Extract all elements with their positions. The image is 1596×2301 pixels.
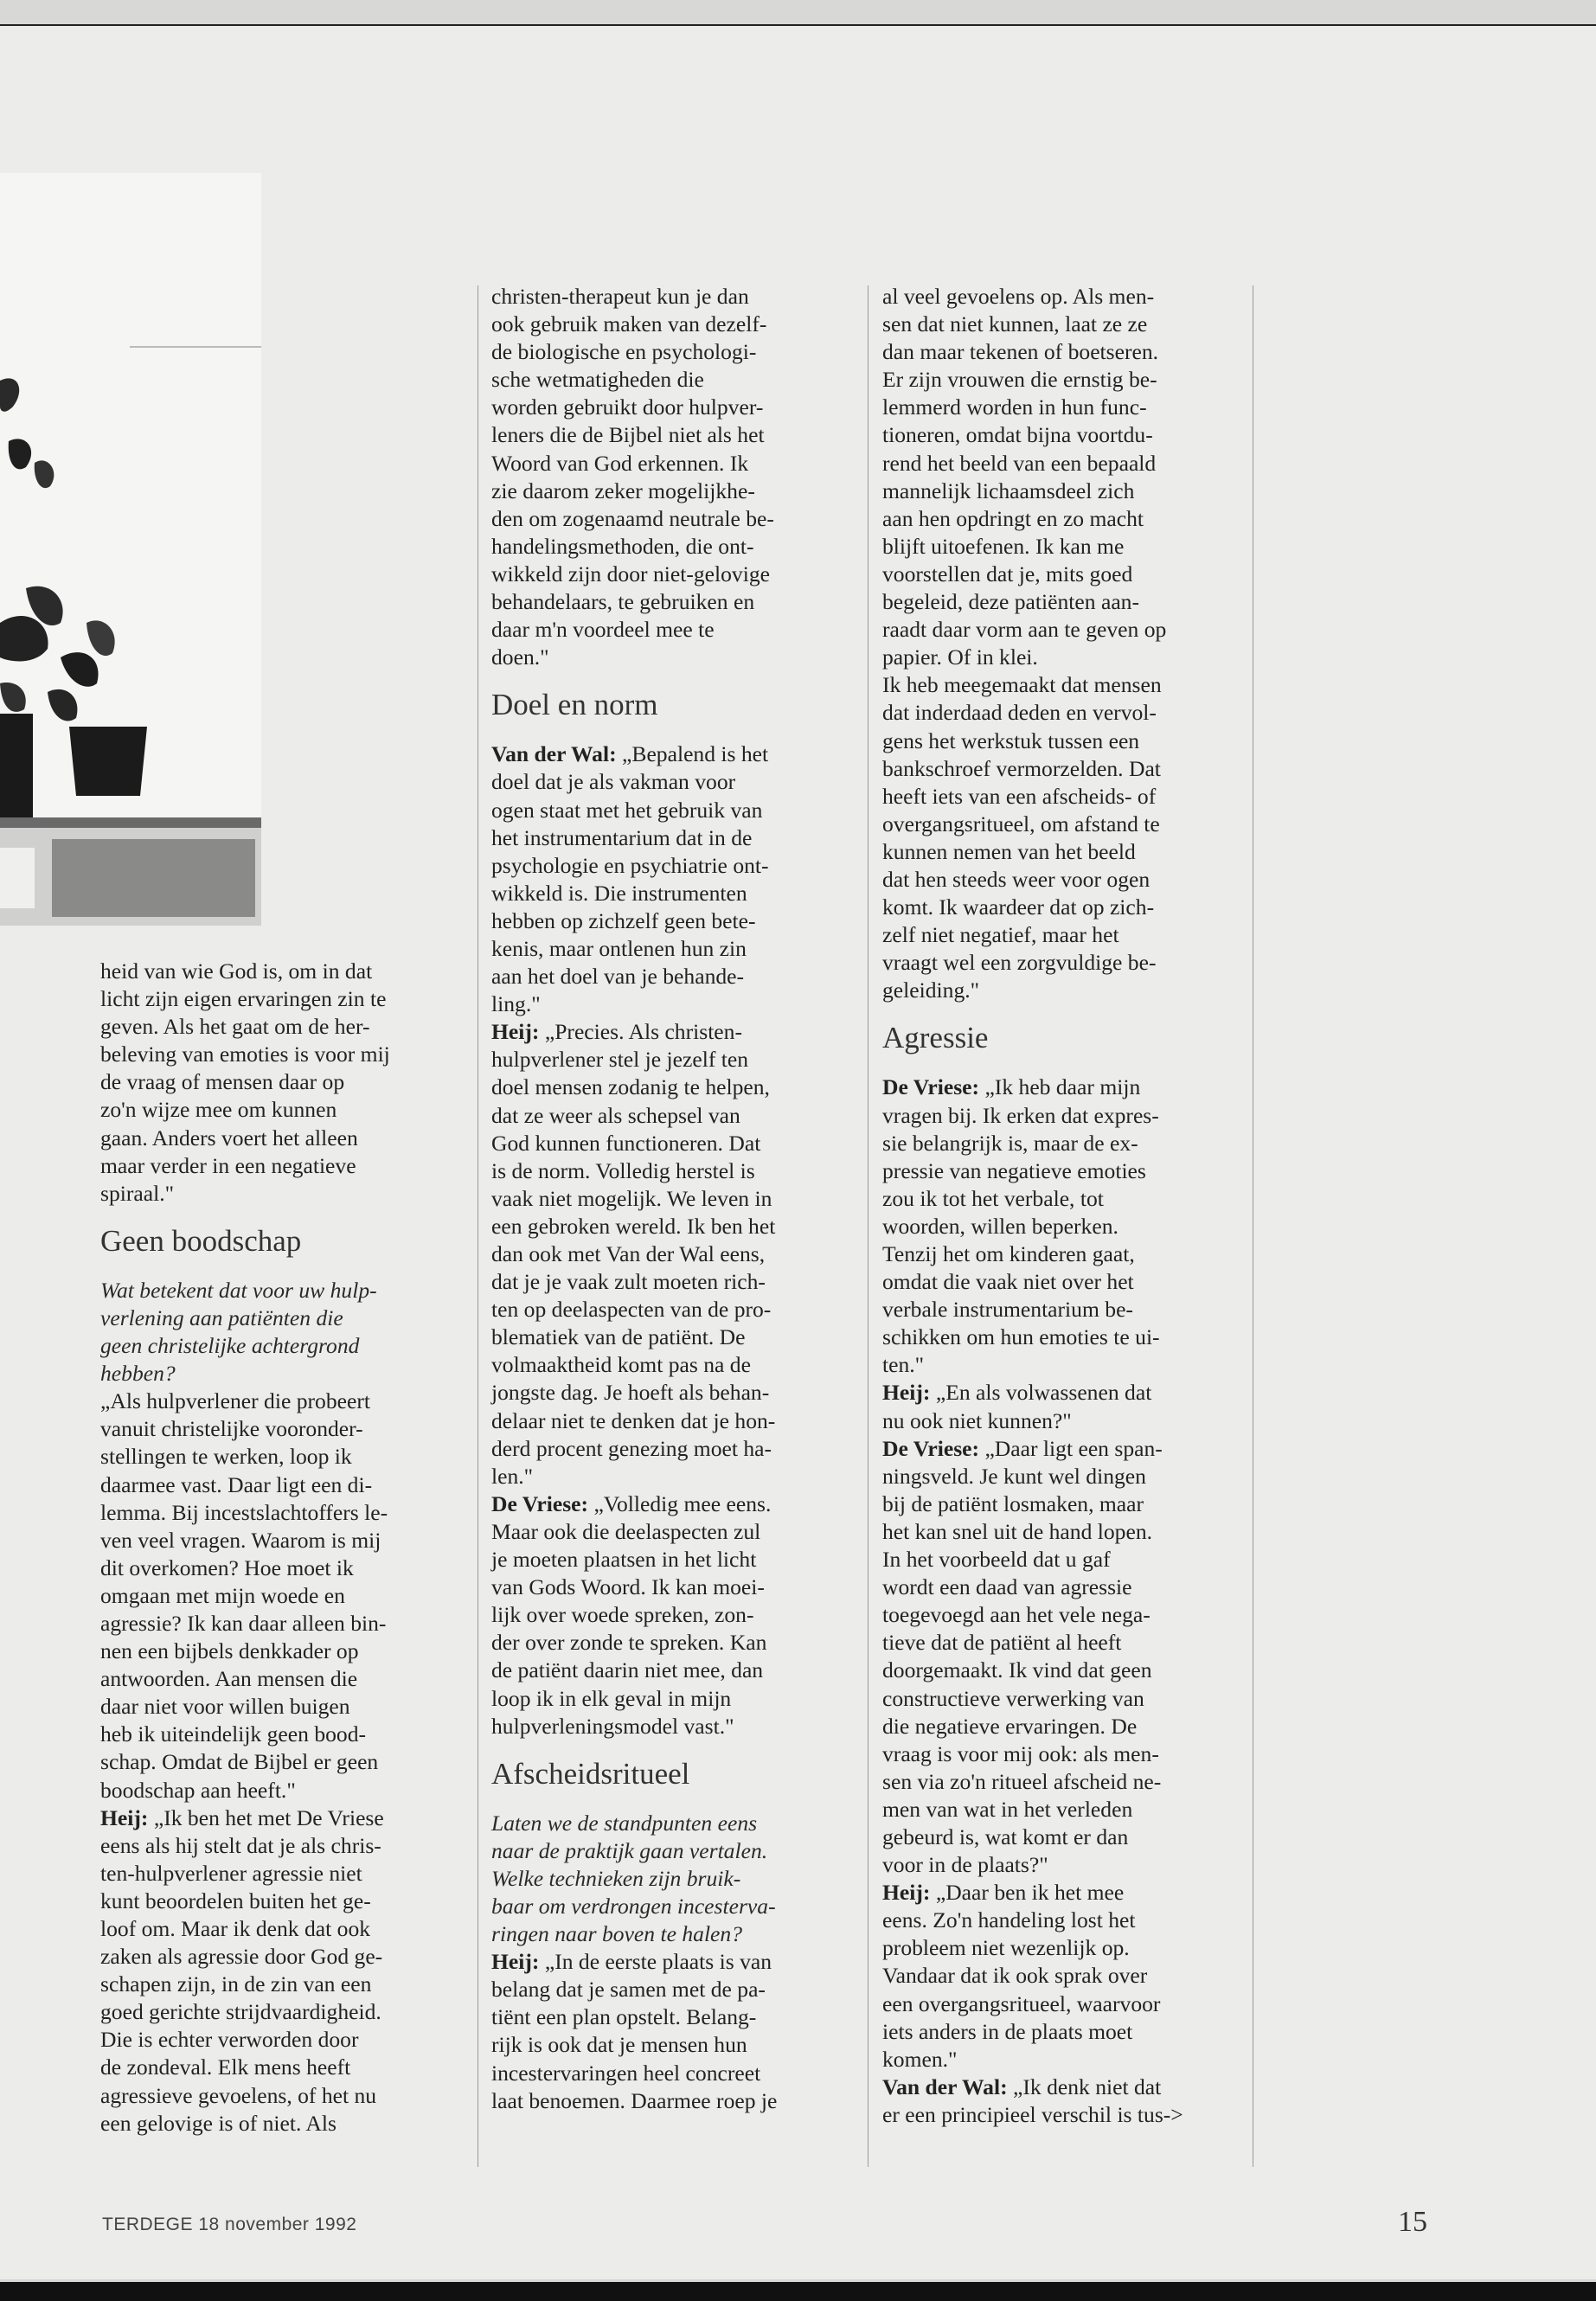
paragraph: „Ik heb daar mijn vragen bij. Ik erken dat expres- sie belangrijk is, maar de ex- pressie van negatieve emoties zou ik tot het verbale, tot woorden, willen beperken. Tenzij het om kinderen gaat, omdat die vaak niet over het verbale instrumentarium be- schikken om hun emoties te ui- ten." [882,1074,1160,1378]
section-heading-geen-boodschap: Geen boodschap [100,1223,302,1258]
interview-question: Wat betekent dat voor uw hulp- verlening aan patiënten die geen christelijke achtergrond hebben? [100,1277,377,1387]
speaker-label: De Vriese: [882,1435,980,1461]
magazine-page [0,24,1596,2279]
section-heading-agressie: Agressie [882,1021,989,1055]
paragraph: heid van wie God is, om in dat licht zijn eigen ervaringen zin te geven. Als het gaat om de her- beleving van emoties is voor mij de vraag of mensen daar op zo'n wijze mee om kunnen gaan. Anders voert het alleen maar verder in een negatieve spiraal." [100,958,390,1206]
paragraph: „In de eerste plaats is van belang dat je samen met de pa- tiënt een plan opstelt. Belang- rijk is ook dat je mensen hun incestervaringen heel concreet laat benoemen. Daarmee roep je [491,1949,778,2113]
section-heading-doel-en-norm: Doel en norm [491,688,658,722]
paragraph: „Ik ben het met De Vriese eens als hij stelt dat je als chris- ten-hulpverlener agressie niet kunt beoordelen buiten het ge- loof om. Maar ik denk dat ook zaken als agressie door God ge- schapen zijn, in de zin van een goed gerichte strijdvaardigheid. Die is echter verworden door de zondeval. Elk mens heeft agressieve gevoelens, of het nu een gelovige is of niet. Als [100,1804,384,2136]
text-column-1 [100,958,464,2138]
paragraph: „Volledig mee eens. Maar ook die deelaspecten zul je moeten plaatsen in het licht van Gods Woord. Ik kan moei- lijk over woede spreken, zon- der over zonde te spreken. Kan de patiënt daarin niet mee, dan loop ik in elk geval in mijn hulpverleningsmodel vast." [491,1490,772,1739]
paragraph: al veel gevoelens op. Als men- sen dat niet kunnen, laat ze ze dan maar tekenen of boetseren. Er zijn vrouwen die ernstig be- lemmerd worden in hun func- tioneren, omdat bijna voortdu- rend het beeld van een bepaald mannelijk lichaamsdeel zich aan hen opdringt en zo macht blijft uitoefenen. Ik kan me voorstellen dat je, mits goed begeleid, deze patiënten aan- raadt daar vorm aan te geven op papier. Of in klei. Ik heb meegemaakt dat mensen dat inderdaad deden en vervol- gens het werkstuk tussen een bankschroef vermorzelden. Dat heeft iets van een afscheids- of overgangsritueel, om afstand te kunnen nemen van het beeld dat hen steeds weer voor ogen komt. Ik waardeer dat op zich- zelf niet negatief, maar het vraagt wel een zorgvuldige be- geleiding." [882,284,1167,1003]
text-column-3 [882,283,1263,2129]
paragraph: „Precies. Als christen- hulpverlener stel je jezelf ten doel mensen zodanig te helpen, dat ze weer als schepsel van God kunnen functioneren. Dat is de norm. Volledig herstel is vaak niet mogelijk. We leven in een gebroken wereld. Ik ben het dan ook met Van der Wal eens, dat je je vaak zult moeten rich- ten op deelaspecten van de pro- blematiek van de patiënt. De volmaaktheid komt pas na de jongste dag. Je hoeft als behan- delaar niet te denken dat je hon- derd procent genezing moet ha- len." [491,1019,776,1489]
column-rule [868,285,869,2167]
speaker-label: Heij: [882,1880,931,1906]
speaker-label: Van der Wal: [491,741,617,767]
speaker-label: Van der Wal: [882,2073,1008,2099]
speaker-label: De Vriese: [491,1490,589,1516]
paragraph: christen-therapeut kun je dan ook gebruik maken van dezelf- de biologische en psychologi- sche wetmatigheden die worden gebruikt door hulpver- leners die de Bijbel niet als het Woord van God erkennen. Ik zie daarom zeker mogelijkhe- den om zogenaamd neutrale be- handelingsmethoden, die ont- wikkeld zijn door niet-gelovige behandelaars, te gebruiken en daar m'n voordeel mee te doen." [491,284,774,670]
paragraph: „Daar ligt een span- ningsveld. Je kunt wel dingen bij de patiënt losmaken, maar het kan snel uit de hand lopen. In het voorbeeld dat u gaf wordt een daad van agressie toegevoegd aan het vele nega- tieve dat de patiënt al heeft doorgemaakt. Ik vind dat geen constructieve verwerking van die negatieve ervaringen. De vraag is voor mij ook: als men- sen via zo'n ritueel afscheid ne- men van wat in het verleden gebeurd is, wat komt er dan voor in de plaats?" [882,1435,1163,1878]
speaker-label: Heij: [491,1949,540,1975]
bottom-border [0,2282,1596,2301]
paragraph: „En als volwassenen dat nu ook niet kunnen?" [882,1380,1152,1433]
page-number: 15 [1398,2206,1427,2238]
interview-question: Laten we de standpunten eens naar de praktijk gaan vertalen. Welke technieken zijn bruik- baar om verdrongen incesterva- ringen naar boven te halen? [491,1810,776,1947]
text-column-2 [491,283,863,2115]
speaker-label: Heij: [491,1019,540,1045]
paragraph: „Als hulpverlener die probeert vanuit christelijke vooronder- stellingen te werken, loop ik daarmee vast. Daar ligt een di- lemma. Bij incestslachtoffers le- ven veel vragen. Waarom is mij dit overkomen? Hoe moet ik omgaan met mijn woede en agressie? Ik kan daar alleen bin- nen een bijbels denkkader op antwoorden. Aan mensen die daar niet voor willen buigen heb ik uiteindelijk geen bood- schap. Omdat de Bijbel er geen boodschap aan heeft." [100,1388,388,1803]
speaker-label: Heij: [882,1380,931,1406]
paragraph: „Ik denk niet dat er een principieel verschil is tus-> [882,2073,1183,2127]
speaker-label: De Vriese: [882,1074,980,1100]
paragraph: „Daar ben ik het mee eens. Zo'n handeling lost het probleem niet wezenlijk op. Vandaar dat ik ook sprak over een overgangsritueel, waarvoor iets anders in de plaats moet komen." [882,1880,1161,2072]
publication-footer: TERDEGE 18 november 1992 [102,2214,357,2234]
section-heading-afscheidsritueel: Afscheidsritueel [491,1756,690,1791]
plant-photo [0,173,261,926]
speaker-label: Heij: [100,1804,149,1830]
plant-photo-image [0,173,261,926]
paragraph: „Bepalend is het doel dat je als vakman voor ogen staat met het gebruik van het instrumentarium dat in de psychologie en psychiatrie ont- wikkeld is. Die instrumenten hebben op zichzelf geen bete- kenis, maar ontlenen hun zin aan het doel van je behande- ling." [491,741,769,1017]
